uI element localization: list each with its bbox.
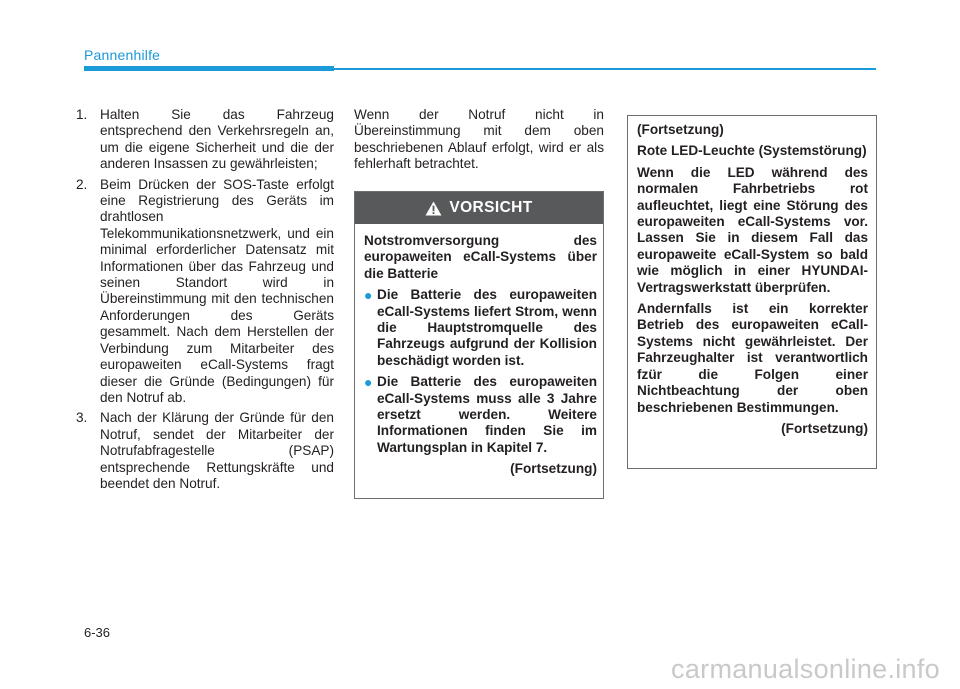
caution-continued: (Fortsetzung) (510, 461, 597, 477)
caution-box (354, 191, 604, 499)
caution-bullet-text: Die Batterie des europaweiten eCall-Systems liefert Strom, wenn die Hauptstromquelle des Fahrzeugs aufgrund der Kollision beschädigt worden ist. (377, 287, 597, 368)
step-item (76, 177, 334, 407)
step-text: Halten Sie das Fahrzeug entsprechend den Verkehrsregeln an, um die eigene Sicherheit und die der anderen Insassen zu gewährleisten; (100, 107, 334, 172)
box-title: Rote LED-Leuchte (Systemstörung) (637, 143, 867, 159)
led-info-box (627, 115, 877, 469)
step-item (76, 410, 334, 492)
header-rule-thin (334, 68, 876, 70)
step-number: 1. (76, 107, 88, 122)
bullet-dot-icon: ● (364, 374, 373, 391)
step-item (76, 107, 334, 173)
caution-bullet-text: Die Batterie des europaweiten eCall-Systems muss alle 3 Jahre ersetzt werden. Weitere Informationen finden Sie im Wartungsplan in Kapitel 7. (377, 374, 597, 455)
box-continued-top: (Fortsetzung) (637, 122, 724, 137)
warning-triangle-icon (425, 201, 442, 216)
step-number: 2. (76, 176, 88, 192)
caution-bullet-item (364, 287, 597, 369)
caution-bullets (364, 287, 597, 456)
caution-body (355, 224, 603, 478)
section-title: Pannenhilfe (84, 47, 161, 63)
caution-label: VORSICHT (449, 199, 533, 216)
step-number: 3. (76, 410, 88, 426)
caution-heading: Notstromversorgung des europaweiten eCall-Systems über die Batterie (364, 233, 597, 281)
caution-bullet-item (364, 374, 597, 456)
box-paragraph: Andernfalls ist ein korrekter Betrieb des europaweiten eCall-Systems nicht gewährleistet. Der Fahrzeughalter ist verantwortlich fzür die Folgen einer Nichtbeachtung der oben beschriebenen Bestimmungen. (637, 301, 868, 415)
step-text: Beim Drücken der SOS-Taste erfolgt eine Registrierung des Geräts im drahtlosen Telekommunikationsnetzwerk, und ein minimal erforderlicher Datensatz mit Informationen über das Fahrzeug und seinen Standort wird in Übereinstimmung mit den technischen Anforderungen des Geräts gesammelt. Nach dem Herstellen der Verbindung zum Mitarbeiter des europaweiten eCall-Systems fragt dieser die Gründe (Bedingungen) für den Notruf ab. (100, 176, 334, 405)
box-continued-bottom: (Fortsetzung) (781, 420, 868, 436)
box-paragraph: Wenn die LED während des normalen Fahrbetriebs rot aufleuchtet, liegt eine Störung des europaweiten eCall-Systems vor. Lassen Sie in diesem Fall das europaweite eCall-System so bald wie möglich in einer HYUNDAI-Vertragswerkstatt überprüfen. (637, 164, 868, 295)
bullet-dot-icon: ● (364, 287, 373, 304)
steps-column (76, 107, 334, 496)
error-paragraph: Wenn der Notruf nicht in Übereinstimmung mit dem oben beschriebenen Ablauf erfolgt, wird er als fehlerhaft betrachtet. (354, 107, 604, 172)
header-rule-thick (84, 66, 334, 71)
step-text: Nach der Klärung der Gründe für den Notruf, sendet der Mitarbeiter der Notrufabfragestelle (PSAP) entsprechende Rettungskräfte und beendet den Notruf. (100, 410, 334, 491)
watermark: carmanualsonline.info (671, 654, 940, 684)
caution-header (355, 192, 603, 224)
steps-list (76, 107, 334, 492)
page-number: 6-36 (84, 625, 111, 640)
